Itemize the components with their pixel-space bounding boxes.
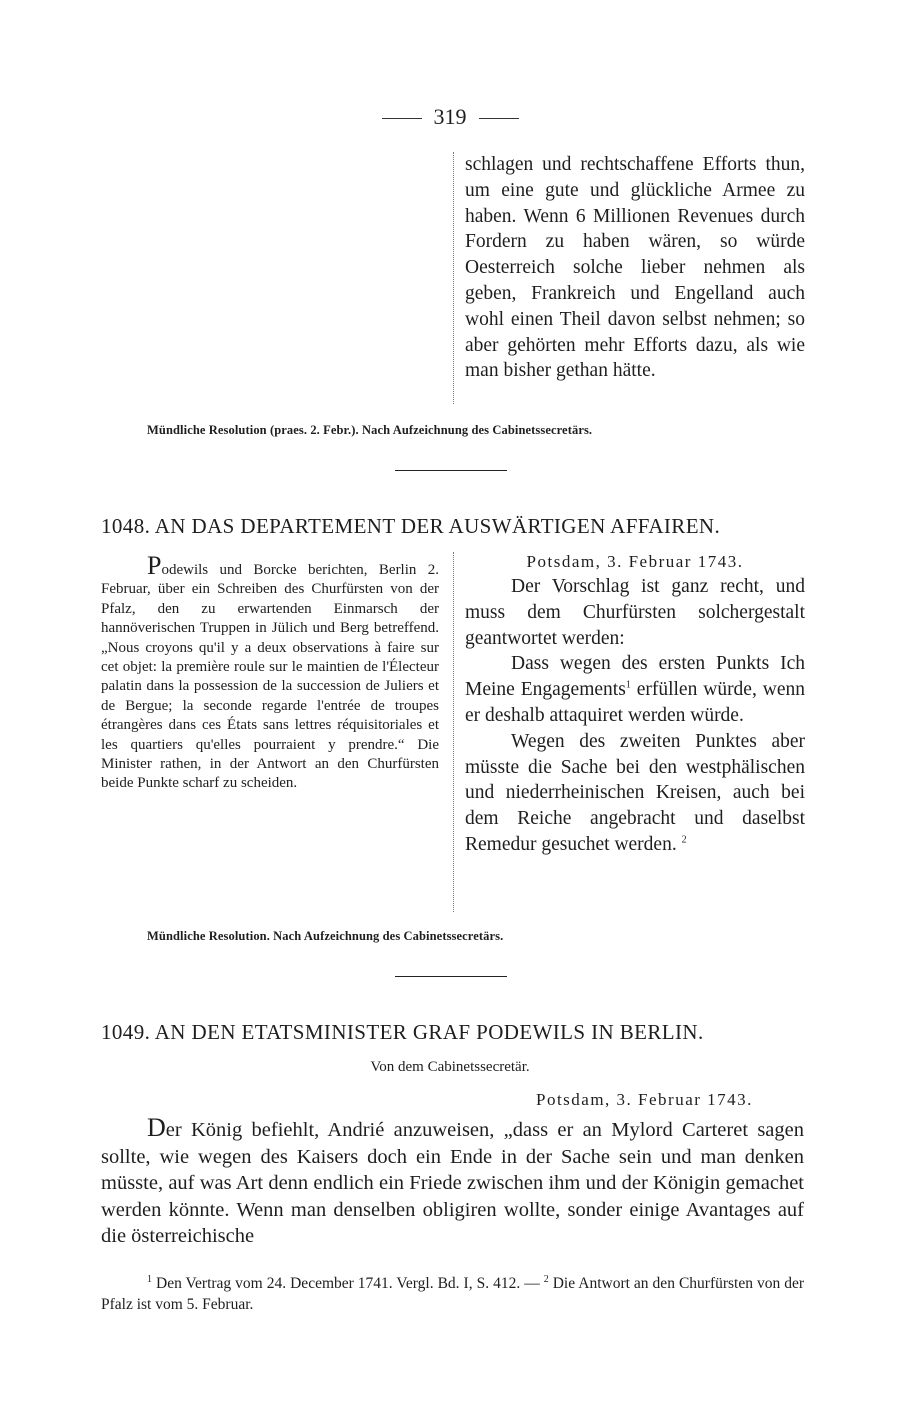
page-number-dash-right bbox=[479, 118, 519, 119]
doc-1048-summary bbox=[101, 551, 439, 794]
column-divider-1048 bbox=[453, 552, 454, 912]
doc-1048-dateline: Potsdam, 3. Februar 1743. bbox=[526, 552, 744, 571]
page-number bbox=[0, 104, 900, 130]
doc-1048-summary-initial: P bbox=[147, 551, 162, 580]
doc-1048-note: Mündliche Resolution. Nach Aufzeichnung des Cabinetssecretärs. bbox=[147, 929, 504, 943]
footnote-1-number: 1 bbox=[147, 1273, 152, 1285]
continuation-text bbox=[465, 152, 805, 384]
doc-1048-response bbox=[465, 550, 805, 858]
continuation-paragraph: schlagen und rechtschaffene Efforts thun, um eine gute und glückliche Armee zu haben. Wenn 6 Millionen Revenues durch Fordern zu haben wären, so würde Oesterreich solche lieber nehmen als geben, Frankreich und Engelland auch wohl einen Theil davon selbst nehmen; so aber gehörten mehr Efforts dazu, als wie man bisher gethan hätte. bbox=[465, 154, 805, 382]
note-oral-resolution-1: Mündliche Resolution (praes. 2. Febr.). Nach Aufzeichnung des Cabinetssecretärs. bbox=[147, 423, 593, 437]
footnotes bbox=[101, 1273, 804, 1315]
doc-1049-subheading: Von dem Cabinetssecretär. bbox=[370, 1059, 530, 1075]
doc-1048-heading: 1048. AN DAS DEPARTEMENT DER AUSWÄRTIGEN AFFAIREN. bbox=[101, 514, 721, 538]
doc-1048-summary-text: odewils und Borcke berichten, Berlin 2. Februar, über ein Schreiben des Churfürsten von der Pfalz, den zu erwartenden Einmarsch der hannöverischen Truppen in Jülich und Berg betreffend. „Nous croyons qu'il y a deux observations à faire sur cet objet: la première roule sur le maintien de l'Électeur palatin dans la possession de la succession de Juliers et de Bergue; la seconde regarde l'entrée de troupes étrangères dans ces États sans lettres réquisitoriales et les quartiers qu'elles pourraient y prendre.“ Die Minister rathen, in der Antwort an den Churfürsten beide Punkte scharf zu scheiden. bbox=[101, 562, 439, 792]
page-number-dash-left bbox=[382, 118, 422, 119]
section-rule-2 bbox=[395, 976, 507, 977]
footnote-1-text: Den Vertrag vom 24. December 1741. Vergl. Bd. I, S. 412. — bbox=[156, 1275, 540, 1292]
footnote-mark-2: 2 bbox=[681, 834, 687, 846]
doc-1049-heading: 1049. AN DEN ETATSMINISTER GRAF PODEWILS IN BERLIN. bbox=[101, 1020, 704, 1044]
footnote-2-number: 2 bbox=[543, 1273, 549, 1285]
column-divider-top bbox=[453, 152, 454, 404]
doc-1049-initial: D bbox=[147, 1113, 166, 1142]
doc-1049-dateline: Potsdam, 3. Februar 1743. bbox=[536, 1090, 753, 1109]
doc-1048-paragraph-2-text-a: Dass wegen des ersten Punkts Ich Meine Engagements bbox=[465, 653, 805, 701]
doc-1048-paragraph-2-text-b: erfüllen würde, wenn er deshalb attaquiret werden würde. bbox=[465, 679, 805, 726]
section-rule-1 bbox=[395, 470, 507, 471]
doc-1048-paragraph-2 bbox=[465, 651, 805, 728]
doc-1048-paragraph-3-text: Wegen des zweiten Punktes aber müsste die Sache bei den westphälischen und niederrheinischen Kreisen, auch bei dem Reiche angebracht und daselbst Remedur gesuchet werden. bbox=[465, 730, 805, 855]
footnote-mark-1: 1 bbox=[625, 679, 631, 691]
doc-1049-body bbox=[101, 1115, 804, 1250]
doc-1048-paragraph-1: Der Vorschlag ist ganz recht, und muss dem Churfürsten solchergestalt geantwortet werden: bbox=[465, 576, 805, 649]
footnote-2-text: Die Antwort an den Churfürsten von der Pfalz ist vom 5. Februar. bbox=[101, 1275, 805, 1313]
page-number-value: 319 bbox=[433, 104, 467, 129]
doc-1048-paragraph-3 bbox=[465, 729, 805, 858]
doc-1049-body-text: er König befiehlt, Andrié anzuweisen, „dass er an Mylord Carteret sagen sollte, wie wegen des Kaisers doch ein Ende in der Sache sein und man denken müsste, auf was Art denn endlich ein Friede zwischen ihm und der Königin gemachet werden könnte. Wenn man denselben obligiren wollte, sonder einige Avantages auf die österreichische bbox=[101, 1119, 804, 1248]
